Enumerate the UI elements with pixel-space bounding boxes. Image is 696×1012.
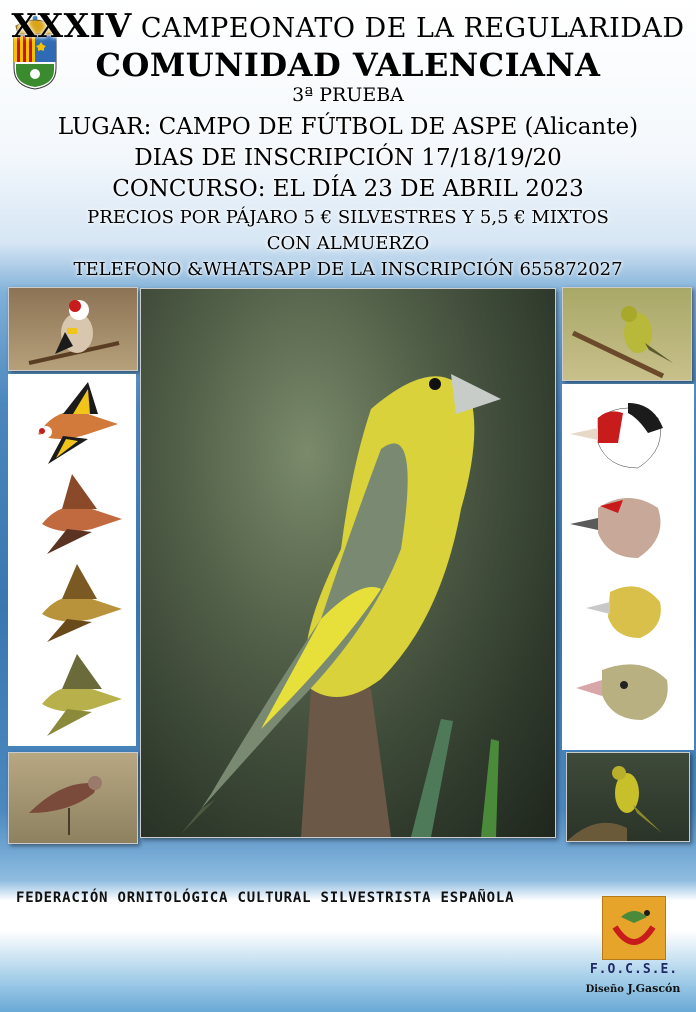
bird-heads-icon [562,384,694,750]
designer-name: J.Gascón [627,982,681,995]
siskin-photo [562,287,692,381]
logo-caption: F.O.C.S.E. [589,962,679,977]
round-label: 3ª PRUEBA [292,84,404,106]
federation-name: FEDERACIÓN ORNITOLÓGICA CULTURAL SILVESTRISTA ESPAÑOLA [16,890,515,906]
championship-title: CAMPEONATO DE LA REGULARIDAD [140,13,685,44]
title-line-1 [0,6,696,45]
serin-photo [566,752,690,842]
serin-icon [567,753,689,841]
linnet-icon [9,753,137,843]
goldfinch-icon [9,288,137,370]
phone-line: TELEFONO &WHATSAPP DE LA INSCRIPCIÓN 655872027 [73,259,623,280]
prices-line: PRECIOS POR PÁJARO 5 € SILVESTRES Y 5,5 € MIXTOS [87,207,609,228]
siskin-icon [563,288,691,380]
lunch-line: CON ALMUERZO [266,233,430,254]
design-credit [578,982,688,995]
focse-logo [602,896,666,960]
greenfinch-main-photo [140,288,556,838]
bird-illustrations-left [8,374,136,746]
greenfinch-icon [141,289,555,837]
registration-days: DIAS DE INSCRIPCIÓN 17/18/19/20 [134,145,562,171]
region-title: COMUNIDAD VALENCIANA [95,46,601,84]
bird-heads-right [562,384,694,750]
flying-birds-icon [8,374,136,746]
bird-logo-icon [603,897,665,959]
contest-date: CONCURSO: EL DÍA 23 DE ABRIL 2023 [112,176,584,202]
linnet-photo [8,752,138,844]
goldfinch-photo [8,287,138,371]
venue-line: LUGAR: CAMPO DE FÚTBOL DE ASPE (Alicante) [57,114,639,140]
design-label: Diseño [585,984,624,995]
edition-number: XXXIV [11,6,132,45]
